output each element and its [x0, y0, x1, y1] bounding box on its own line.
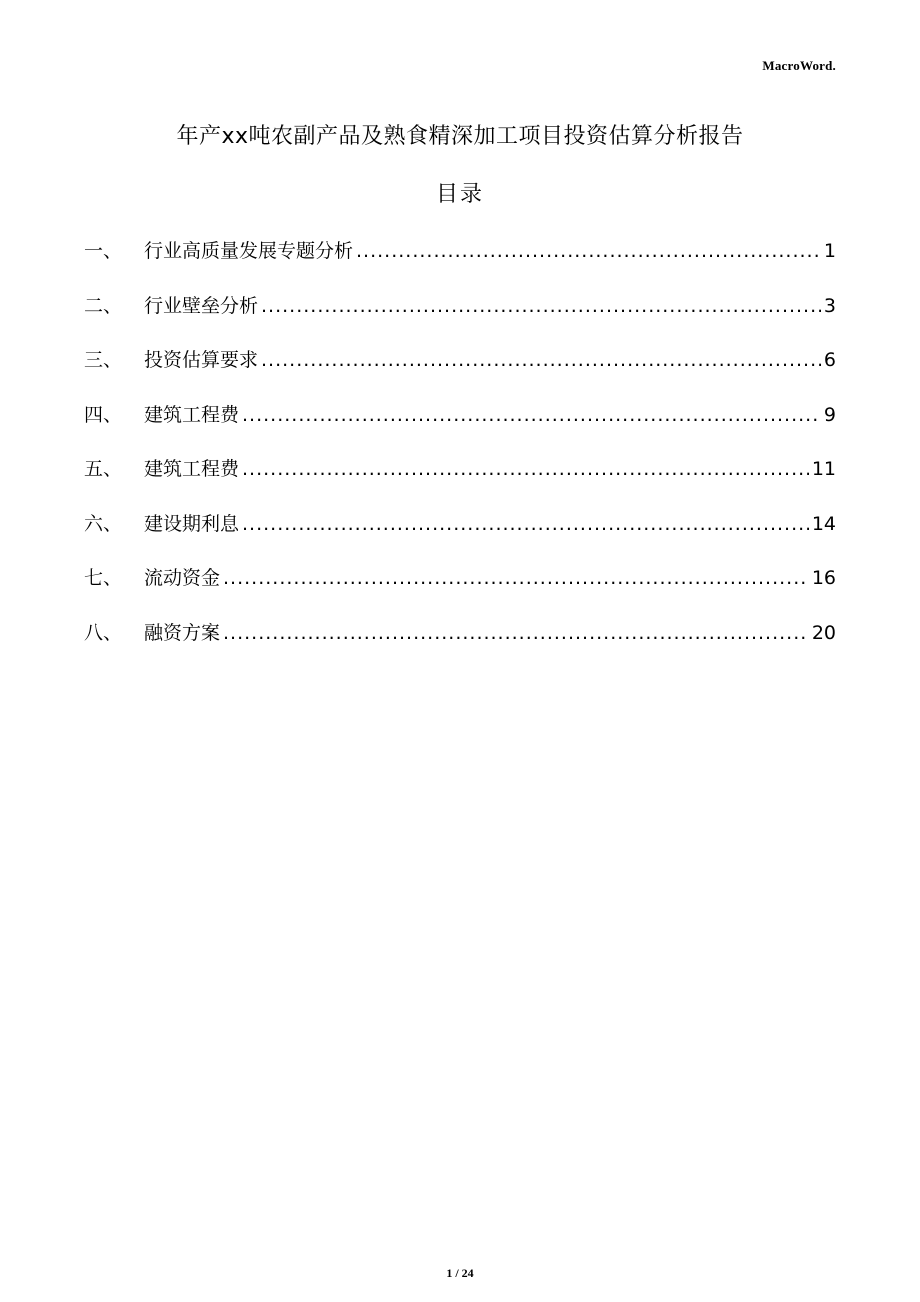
toc-entry-number: 四、 [84, 403, 123, 426]
document-title: 年产xx吨农副产品及熟食精深加工项目投资估算分析报告 [176, 124, 744, 149]
toc-dot-leader [356, 236, 821, 266]
toc-dot-leader [242, 400, 821, 430]
toc-entry-page: 9 [823, 403, 836, 426]
header-brand: MacroWord. [762, 58, 836, 73]
toc-entry-title: 融资方案 [144, 621, 221, 644]
toc-entry-number: 七、 [84, 567, 123, 589]
toc-entry-number: 一、 [84, 240, 123, 262]
table-of-contents [84, 236, 836, 672]
toc-entry-page: 6 [823, 349, 836, 371]
toc-entry-number: 八、 [84, 621, 123, 644]
toc-entry-1[interactable] [84, 236, 836, 291]
toc-entry-number: 五、 [84, 458, 123, 480]
toc-entry-title: 建筑工程费 [144, 403, 240, 426]
toc-entry-7[interactable] [84, 563, 836, 618]
toc-entry-title: 建设期利息 [144, 512, 240, 535]
toc-dot-leader [242, 454, 809, 484]
toc-entry-number: 二、 [84, 294, 123, 317]
toc-dot-leader [223, 618, 809, 648]
toc-entry-2[interactable] [84, 291, 836, 346]
toc-entry-4[interactable] [84, 400, 836, 455]
toc-entry-page: 20 [811, 621, 836, 644]
toc-entry-page: 14 [811, 512, 836, 535]
toc-entry-title: 流动资金 [144, 567, 221, 589]
toc-entry-title: 建筑工程费 [144, 458, 240, 480]
toc-entry-title: 行业壁垒分析 [144, 294, 259, 317]
toc-entry-page: 3 [823, 294, 836, 317]
toc-entry-number: 三、 [84, 349, 123, 371]
toc-entry-title: 行业高质量发展专题分析 [144, 240, 354, 262]
toc-dot-leader [261, 345, 821, 375]
page-indicator: 1 / 24 [446, 1266, 474, 1280]
toc-entry-8[interactable] [84, 618, 836, 673]
toc-entry-6[interactable] [84, 509, 836, 564]
toc-entry-page: 11 [811, 458, 836, 480]
toc-dot-leader [261, 291, 821, 321]
toc-entry-page: 16 [811, 567, 836, 589]
toc-entry-3[interactable] [84, 345, 836, 400]
toc-entry-5[interactable] [84, 454, 836, 509]
toc-dot-leader [242, 509, 809, 539]
toc-heading: 目录 [435, 182, 484, 207]
toc-entry-number: 六、 [84, 512, 123, 535]
toc-entry-title: 投资估算要求 [144, 349, 259, 371]
toc-dot-leader [223, 563, 809, 593]
toc-entry-page: 1 [823, 240, 836, 262]
